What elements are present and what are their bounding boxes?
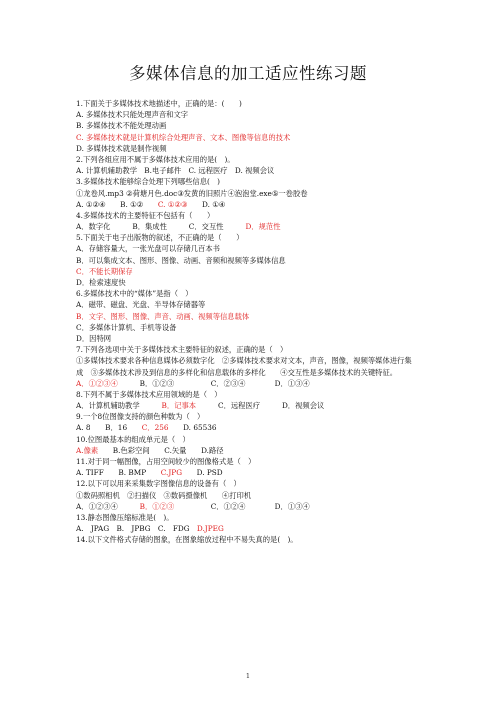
answer-highlight: C.JPG — [160, 468, 183, 478]
text-segment: D. PSD — [182, 468, 223, 478]
text-line — [76, 120, 416, 131]
text-segment: ①数码照相机 ②扫描仪 ③数码摄像机 ④打印机 — [76, 490, 252, 500]
text-line — [76, 478, 416, 489]
text-segment: B.色彩空间 C.矢量 D.路径 — [98, 445, 224, 455]
text-line — [76, 456, 416, 467]
text-segment: D．检索速度快 — [76, 278, 126, 287]
answer-highlight: B．文字、图形、图像、声音、动画、视频等信息载体 — [76, 311, 250, 321]
text-line — [76, 255, 416, 266]
text-line — [76, 389, 416, 400]
answer-highlight: B．①②③ — [139, 501, 175, 511]
page-number: 1 — [245, 672, 251, 680]
page-title: 多媒体信息的加工适应性练习题 — [129, 64, 367, 83]
text-line — [76, 299, 416, 310]
text-segment: A．数字化 B．集成性 C．交互性 — [76, 222, 246, 232]
answer-highlight: A.像素 — [76, 445, 99, 455]
text-segment: 1.下面关于多媒体技术地描述中，正确的是：( ) — [76, 99, 242, 108]
text-line — [76, 154, 416, 165]
text-segment: 6.多媒体技术中的“媒体”是指（ ） — [76, 289, 193, 299]
text-segment: C．①②④ D．①③④ — [174, 501, 310, 511]
text-line — [76, 400, 416, 411]
text-line — [76, 512, 416, 523]
text-line — [76, 176, 416, 187]
text-line — [76, 333, 416, 344]
text-segment: A. 8 B．16 — [76, 423, 142, 433]
text-line — [76, 355, 416, 377]
text-line — [76, 109, 416, 120]
text-segment: B．①②③ C．②③④ D．①③④ — [117, 378, 310, 388]
text-line — [76, 221, 416, 232]
text-segment: 5.下面关于电子出版物的叙述，不正确的是（ ） — [76, 233, 244, 243]
text-line — [76, 501, 416, 512]
text-segment: D. ①④ — [187, 199, 226, 209]
text-segment: 2.下列各组应用不属于多媒体技术应用的是( )。 — [76, 154, 235, 164]
text-segment: 9.一个8位图像支持的颜色种数为（ ） — [76, 412, 205, 422]
text-segment: 7.下列各选项中关于多媒体技术主要特征的叙述，正确的是（ ） — [76, 345, 288, 355]
text-line — [76, 188, 416, 199]
answer-highlight: C. 多媒体技术就是计算机综合处理声音、文本、图像等信息的技术 — [76, 132, 291, 142]
answer-highlight: C．不能长期保存 — [76, 266, 133, 276]
answer-highlight: D．规范性 — [245, 222, 281, 232]
text-line — [76, 243, 416, 254]
text-segment: B．可以集成文本、图形、图像、动画、音频和视频等多媒体信息 — [76, 255, 286, 265]
text-segment: A．磁带、磁盘、光盘、半导体存储器等 — [76, 300, 206, 310]
text-segment: A. 计算机辅助教学 B.电子邮件 C. 远程医疗 D. 视频会议 — [76, 166, 275, 176]
text-segment: A．计算机辅助教学 — [76, 401, 162, 411]
answer-highlight: C. ①②③ — [157, 199, 188, 209]
question-list — [76, 98, 416, 546]
text-line — [76, 143, 416, 154]
text-line — [76, 422, 416, 433]
text-segment: ①龙卷风.mp3 ②荷塘月色.doc③发黄的旧照片④泡泡堂.exe⑤一卷胶卷 — [76, 188, 308, 198]
answer-highlight: C．256 — [141, 423, 169, 433]
text-segment: A．①②③④ — [76, 501, 140, 511]
text-line — [76, 411, 416, 422]
text-segment: 3.多媒体技术能够综合处理下列哪些信息( ) — [76, 177, 220, 187]
text-line — [76, 534, 416, 545]
text-line — [76, 266, 416, 277]
text-segment: C．多媒体计算机、手机等设备 — [76, 322, 177, 332]
text-segment: D. 65536 — [168, 423, 217, 433]
text-segment: C．远程医疗 D．视频会议 — [196, 401, 325, 411]
text-segment: 14.以下文件格式存储的图象，在图象缩放过程中不易失真的是( )。 — [76, 535, 298, 545]
text-line — [76, 311, 416, 322]
text-segment: A. TIFF B. BMP — [76, 468, 161, 478]
text-line — [76, 344, 416, 355]
text-segment: 10.位图最基本的组成单元是（ ） — [76, 434, 190, 444]
text-line — [76, 322, 416, 333]
text-segment: A. JPAG B. JPBG C. FDG — [76, 524, 197, 534]
text-line — [76, 277, 416, 288]
answer-highlight: A．①②③④ — [76, 378, 118, 388]
text-segment: A．存储容量大，一张光盘可以存储几百本书 — [76, 244, 220, 254]
answer-highlight: D.JPEG — [196, 524, 224, 534]
answer-highlight: B．记事本 — [161, 401, 197, 411]
text-segment: D. 多媒体技术就是制作视频 — [76, 143, 167, 153]
text-segment: B. 多媒体技术不能处理动画 — [76, 121, 167, 131]
text-line — [76, 523, 416, 534]
text-line — [76, 378, 416, 389]
text-segment: 11.对于同一幅图像，占用空间较少的图像格式是（ ） — [76, 457, 256, 467]
text-segment: A. ①②④ B. ①② — [76, 199, 158, 209]
text-segment: ①多媒体技术要求各种信息媒体必须数字化 ②多媒体技术要求对文本，声音，图像，视频等媒体进行集成 ③多媒体技术涉及到信息的多样化和信息载体的多样化 ④交互性是多媒体技术的关键特征。 — [76, 356, 412, 377]
text-line — [76, 98, 416, 109]
text-line — [76, 210, 416, 221]
text-segment: 12.以下可以用来采集数字图像信息的设备有（ ） — [76, 479, 241, 489]
text-line — [76, 288, 416, 299]
text-line — [76, 445, 416, 456]
text-line — [76, 199, 416, 210]
text-segment: 8.下列不属于多媒体技术应用领域的是（ ） — [76, 389, 222, 399]
text-line — [76, 434, 416, 445]
text-segment: A. 多媒体技术只能处理声音和文字 — [76, 110, 189, 120]
text-segment: 4.多媒体技术的主要特征不包括有（ ） — [76, 210, 215, 220]
text-line — [76, 232, 416, 243]
text-segment: D．因特网 — [76, 333, 112, 343]
text-line — [76, 165, 416, 176]
text-line — [76, 467, 416, 478]
text-segment: 13.静态图像压缩标准是( )。 — [76, 512, 174, 522]
text-line — [76, 132, 416, 143]
text-line — [76, 490, 416, 501]
